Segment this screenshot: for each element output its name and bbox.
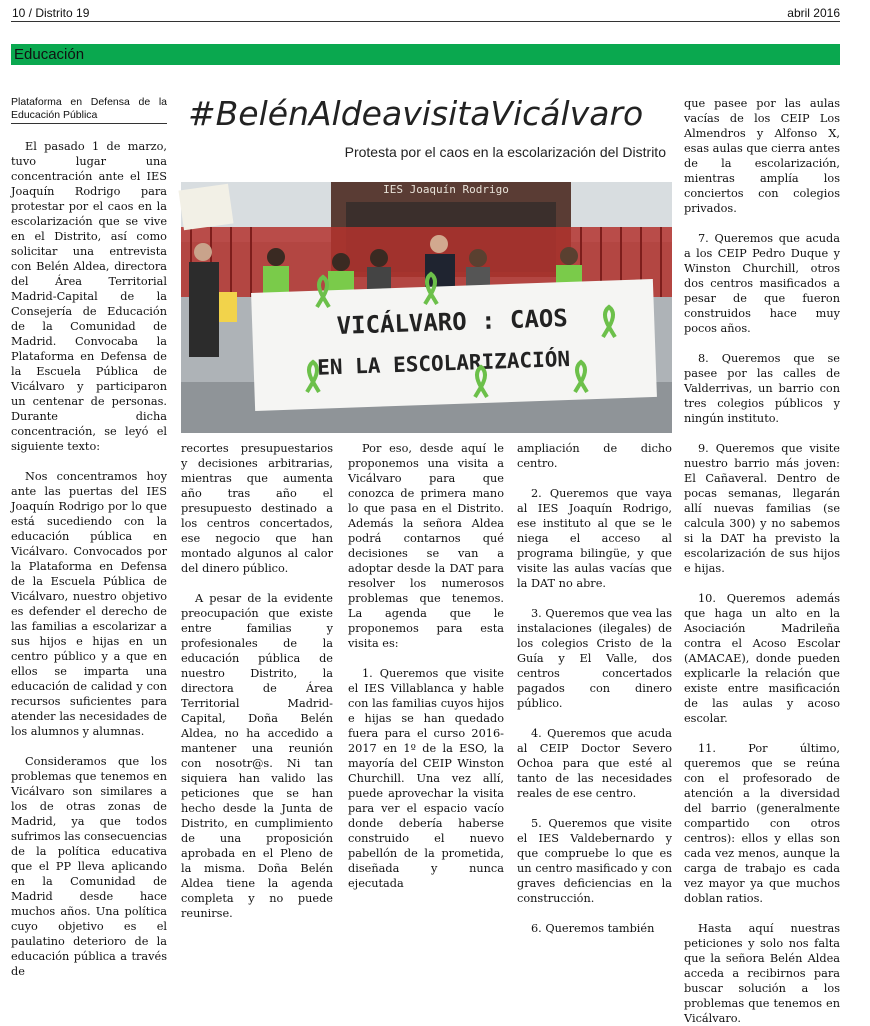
paragraph: ampliación de dicho centro. xyxy=(517,442,672,470)
protest-photo-illustration xyxy=(181,182,672,433)
paragraph: 10. Queremos además que haga un alto en la Asociación Madrileña contra el Acoso Escolar (AMACAE), donde pueden explicarle la relación que existe entre masificación de las aulas y acoso escolar. xyxy=(684,592,840,725)
article-column-1 xyxy=(11,96,167,978)
paragraph: 5. Queremos que visite el IES Valdebernardo y que compruebe lo que es un centro masificado y con graves deficiencias en la construcción. xyxy=(517,817,672,905)
banner-line-2: EN LA ESCOLARIZACIÓN xyxy=(316,346,571,380)
paragraph: 8. Queremos que se pasee por las calles de Valderrivas, un barrio con tres colegios públicos y ningún instituto. xyxy=(684,352,840,425)
paragraph: 11. Por último, queremos que se reúna con el profesorado de atención a la diversidad del barrio (generalmente compartido con otros centros): ellos y ellas son cada vez menos, aunque la carga de trabajo es cada vez mayor ya que muchos doblan ratios. xyxy=(684,742,840,905)
placard xyxy=(178,184,233,231)
paragraph: Nos concentramos hoy ante las puertas del IES Joaquín Rodrigo por lo que está sucediendo con la educación pública en Vicálvaro. Convocados por la Plataforma en Defensa de la Escuela Pública de Vicálvaro, nuestro objetivo es defender el derecho de las familias a escolarizar a sus hijos e hijas en un centro público y a que en ellos se imparta una educación de calidad y con recursos suficientes para atender las necesidades de los alumnos y alumnas. xyxy=(11,470,167,738)
paragraph: 9. Queremos que visite nuestro barrio más joven: El Cañaveral. Dentro de pocas semanas, llegarán allí nuevas familias (se calcula 300) y no sabemos si la DAT ha previsto la escolarización de sus hijos e hijas. xyxy=(684,442,840,575)
paragraph: 3. Queremos que vea las instalaciones (ilegales) de los colegios Cristo de la Guía y El Valle, dos centros concertados pagados con dinero público. xyxy=(517,607,672,710)
article-column-3 xyxy=(348,441,504,890)
section-bar xyxy=(11,44,840,65)
paragraph: Consideramos que los problemas que tenemos en Vicálvaro son similares a los de otras zonas de Madrid, ya que todos sufrimos las consecuencias de la política educativa que el PP lleva aplicando en la Comunidad de Madrid desde hace muchos años. Una política cuyo objetivo es el paulatino deterioro de la educación pública a través de xyxy=(11,755,167,978)
article-column-2 xyxy=(181,441,333,920)
paragraph: que pasee por las aulas vacías de los CEIP Los Almendros y Alfonso X, esas aulas que cierra antes de la escolarización, mientras amplía los conciertos con colegios privados. xyxy=(684,97,840,215)
paragraph: A pesar de la evidente preocupación que existe entre familias y profesionales de la educación pública de nuestro Distrito, la directora de Área Territorial Madrid-Capital, Doña Belén Aldea, no ha accedido a mantener una reunión con nosotr@s. Ni tan siquiera han valido las peticiones que se han hecho desde la Junta de Distrito, en cumplimiento de una proposición aprobada en el Pleno de la misma. Doña Belén Aldea tiene la agenda completa y no puede reunirse. xyxy=(181,592,333,920)
page-folio: 10 / Distrito 19 xyxy=(12,6,90,20)
paragraph: Hasta aquí nuestras peticiones y solo nos falta que la señora Belén Aldea acceda a recibirnos para buscar solución a los problemas que tenemos en Vicálvaro. xyxy=(684,922,840,1025)
article-kicker: Plataforma en Defensa de la Educación Pública xyxy=(11,96,167,124)
banner-line-1: VICÁLVARO : CAOS xyxy=(336,303,569,341)
building-sign: IES Joaquín Rodrigo xyxy=(383,183,509,196)
paragraph: 2. Queremos que vaya al IES Joaquín Rodrigo, ese instituto al que se le niega el acceso al programa bilingüe, y que visite las aulas vacías que la DAT no abre. xyxy=(517,487,672,590)
section-title: Educación xyxy=(14,46,85,63)
paragraph: 7. Queremos que acuda a los CEIP Pedro Duque y Winston Churchill, otros dos centros masificados a pesar de que fueron construidos hace muy pocos años. xyxy=(684,232,840,335)
article-column-5 xyxy=(684,96,840,1025)
headline: #BelénAldeavisitaVicálvaro xyxy=(188,94,644,133)
issue-date: abril 2016 xyxy=(787,6,840,20)
paragraph: recortes presupuestarios y decisiones arbitrarias, mientras que aumenta año tras año el presupuesto destinado a los centros concertados, ese negocio que han montado algunos al calor del dinero público. xyxy=(181,442,333,575)
protest-photo xyxy=(181,182,672,433)
paragraph: 1. Queremos que visite el IES Villablanca y hable con las familias cuyos hijos e hijas se han quedado fuera para el curso 2016-2017 en 1º de la ESO, la mayoría del CEIP Winston Churchill. Una vez allí, puede aprovechar la visita para ver el espacio vacío donde debería haberse construido el nuevo pabellón de la prometida, diseñada y nunca ejecutada xyxy=(348,667,504,890)
protest-banner xyxy=(251,274,657,411)
header-rule xyxy=(11,21,840,22)
paragraph: 6. Queremos también xyxy=(531,922,655,935)
paragraph: 4. Queremos que acuda al CEIP Doctor Severo Ochoa para que esté al tanto de las necesidades reales de ese centro. xyxy=(517,727,672,800)
subheadline: Protesta por el caos en la escolarización del Distrito xyxy=(344,144,666,160)
article-column-4 xyxy=(517,441,672,935)
paragraph: El pasado 1 de marzo, tuvo lugar una concentración ante el IES Joaquín Rodrigo para protestar por el caos en la escolarización que se vive en el Distrito, así como solicitar una entrevista con Belén Aldea, directora del Área Territorial Madrid-Capital de la Consejería de Educación de la Comunidad de Madrid. Convocaba la Plataforma en Defensa de la Escuela Pública de Vicálvaro y participaron un centenar de personas. Durante dicha concentración, se leyó el siguiente texto: xyxy=(11,140,167,453)
paragraph: Por eso, desde aquí le proponemos una visita a Vicálvaro para que conozca de primera mano lo que pasa en el Distrito. Además la señora Aldea podrá contarnos qué decisiones se van a adoptar desde la DAT para resolver los numerosos problemas que tenemos. La agenda que le proponemos para esta visita es: xyxy=(348,442,504,650)
